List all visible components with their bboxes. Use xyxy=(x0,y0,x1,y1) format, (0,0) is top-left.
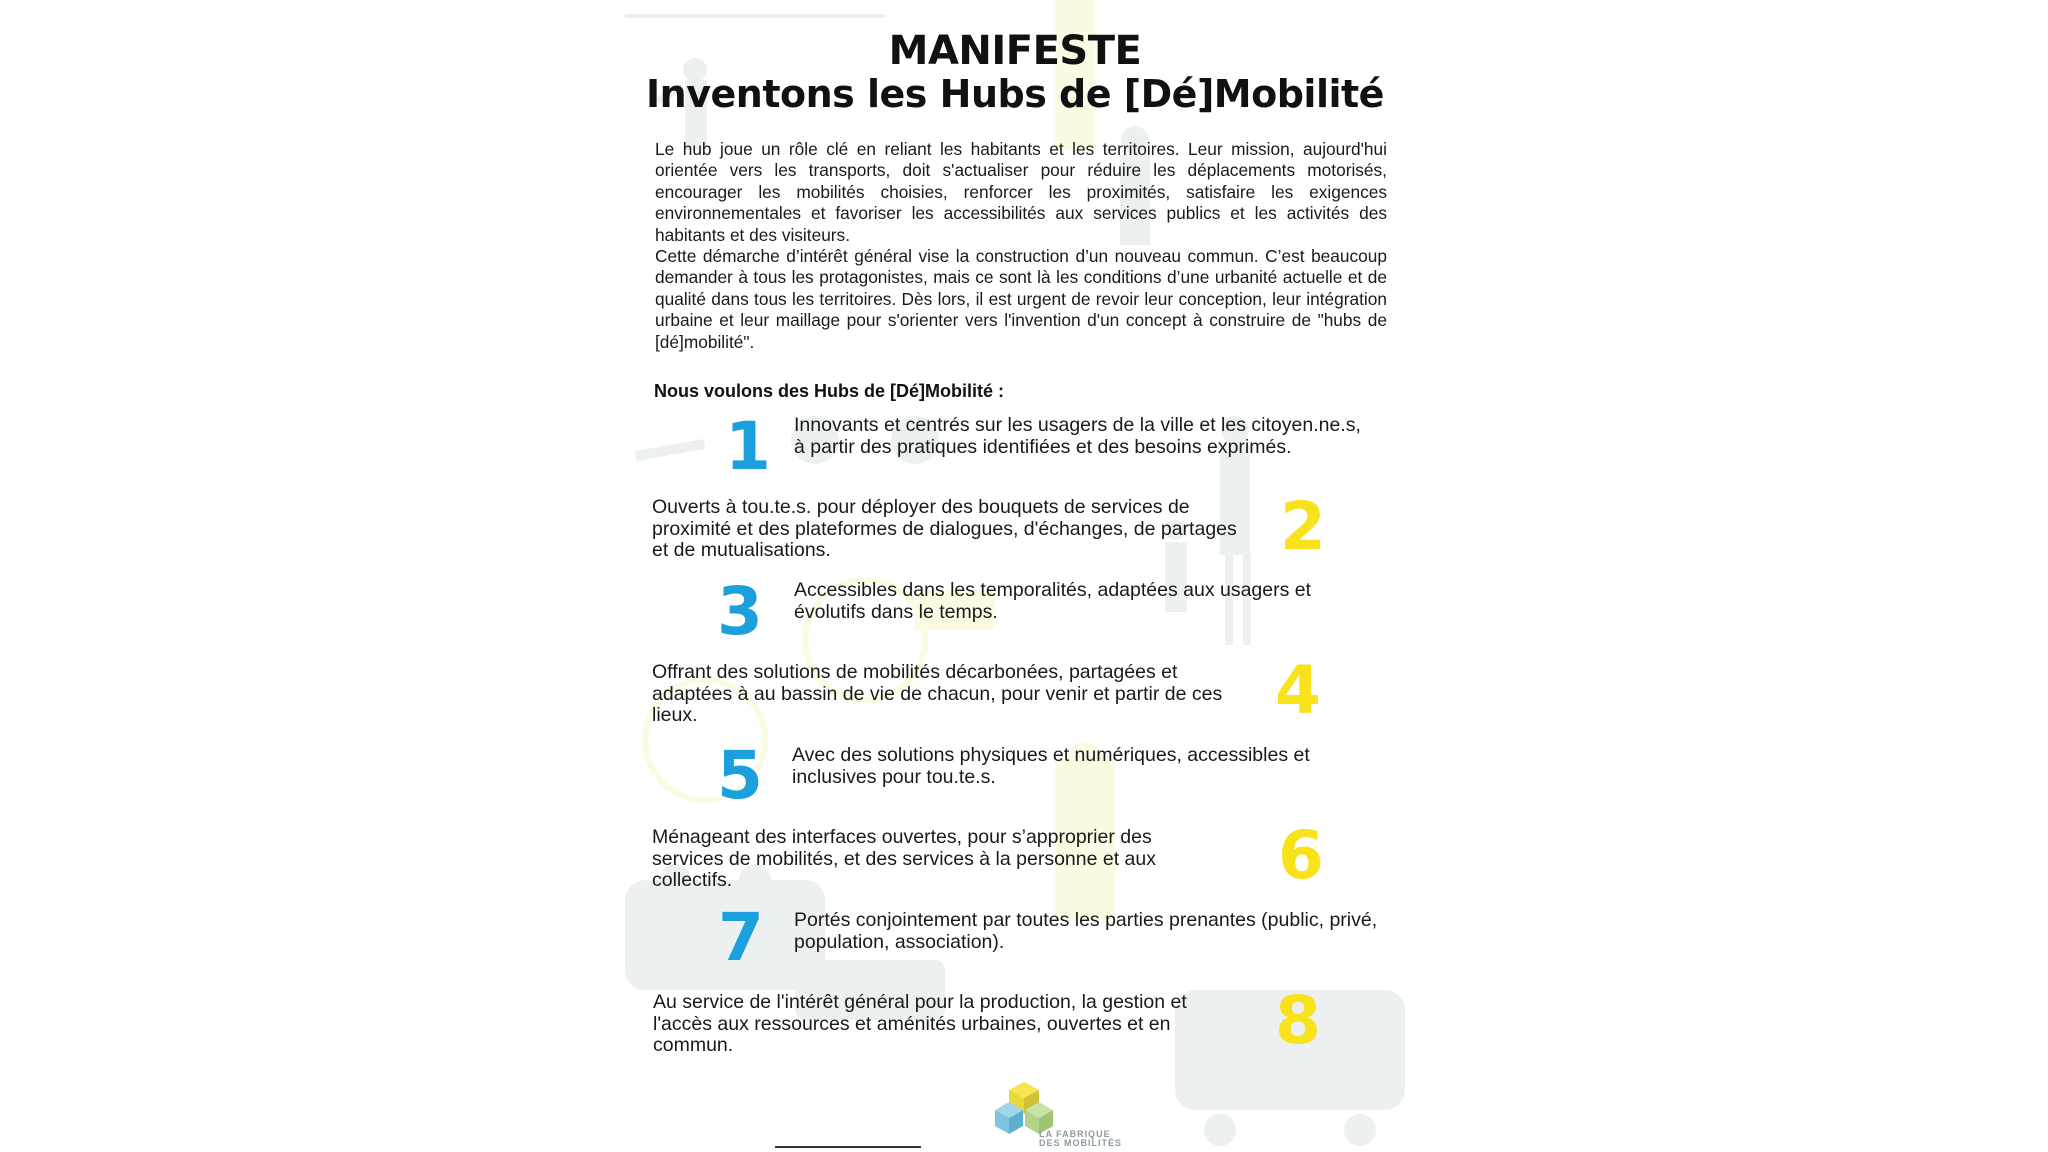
item-number: 5 xyxy=(717,737,763,814)
intro-paragraph: Le hub joue un rôle clé en reliant les habitants et les territoires. Leur mission, aujourd'hui orientée vers les transports, doit s'actualiser pour réduire les déplacements motorisés, encourager les mobilités choisies, renforcer les proximités, satisfaire les exigences environnementales et favoriser les accessibilités aux services publics et les activités des habitants et des visiteurs. xyxy=(655,139,1387,245)
item-number: 1 xyxy=(725,408,771,485)
intro-text xyxy=(655,139,1387,353)
bottom-rule xyxy=(775,1146,921,1152)
list-item: Au service de l'intérêt général pour la production, la gestion et l'accès aux ressources et aménités urbaines, ouvertes et en commun. xyxy=(653,991,1187,1056)
item-number: 4 xyxy=(1275,652,1321,729)
list-item: Accessibles dans les temporalités, adaptées aux usagers et évolutifs dans le temps. xyxy=(794,579,1312,623)
intro-paragraph: Cette démarche d’intérêt général vise la construction d’un nouveau commun. C’est beaucoup demander à tous les protagonistes, mais ce sont là les conditions d’une urbanité actuelle et de qualité dans tous les territoires. Dès lors, il est urgent de revoir leur conception, leur intégration urbaine et leur maillage pour s'orienter vers l'invention d'un concept à construire de "hubs de [dé]mobilité". xyxy=(655,246,1387,352)
list-heading: Nous voulons des Hubs de [Dé]Mobilité : xyxy=(654,381,1005,401)
list-item: Innovants et centrés sur les usagers de la ville et les citoyen.ne.s, à partir des pratiques identifiées et des besoins exprimés. xyxy=(794,414,1361,458)
logo-text: LA FABRIQUE DES MOBILITÉS xyxy=(1039,1129,1123,1148)
list-item: Offrant des solutions de mobilités décarbonées, partagées et adaptées à au bassin de vie de chacun, pour venir et partir de ces lieux. xyxy=(652,661,1223,726)
item-number: 7 xyxy=(718,899,764,976)
list-item: Ouverts à tou.te.s. pour déployer des bouquets de services de proximité et des plateformes de dialogues, d'échanges, de partages et de mutualisations. xyxy=(652,496,1237,561)
document-title: MANIFESTE xyxy=(888,28,1142,74)
list-item: Ménageant des interfaces ouvertes, pour s’approprier des services de mobilités, et des services à la personne et aux collectifs. xyxy=(652,826,1157,891)
list-item: Portés conjointement par toutes les parties prenantes (public, privé, population, association). xyxy=(794,909,1378,953)
list-item: Avec des solutions physiques et numériques, accessibles et inclusives pour tou.te.s. xyxy=(792,744,1310,788)
item-number: 8 xyxy=(1275,982,1321,1059)
item-number: 2 xyxy=(1280,488,1326,565)
manifesto-page xyxy=(615,0,1415,1152)
item-number: 6 xyxy=(1278,817,1324,894)
item-number: 3 xyxy=(717,573,763,650)
document-subtitle: Inventons les Hubs de [Dé]Mobilité xyxy=(646,72,1384,116)
